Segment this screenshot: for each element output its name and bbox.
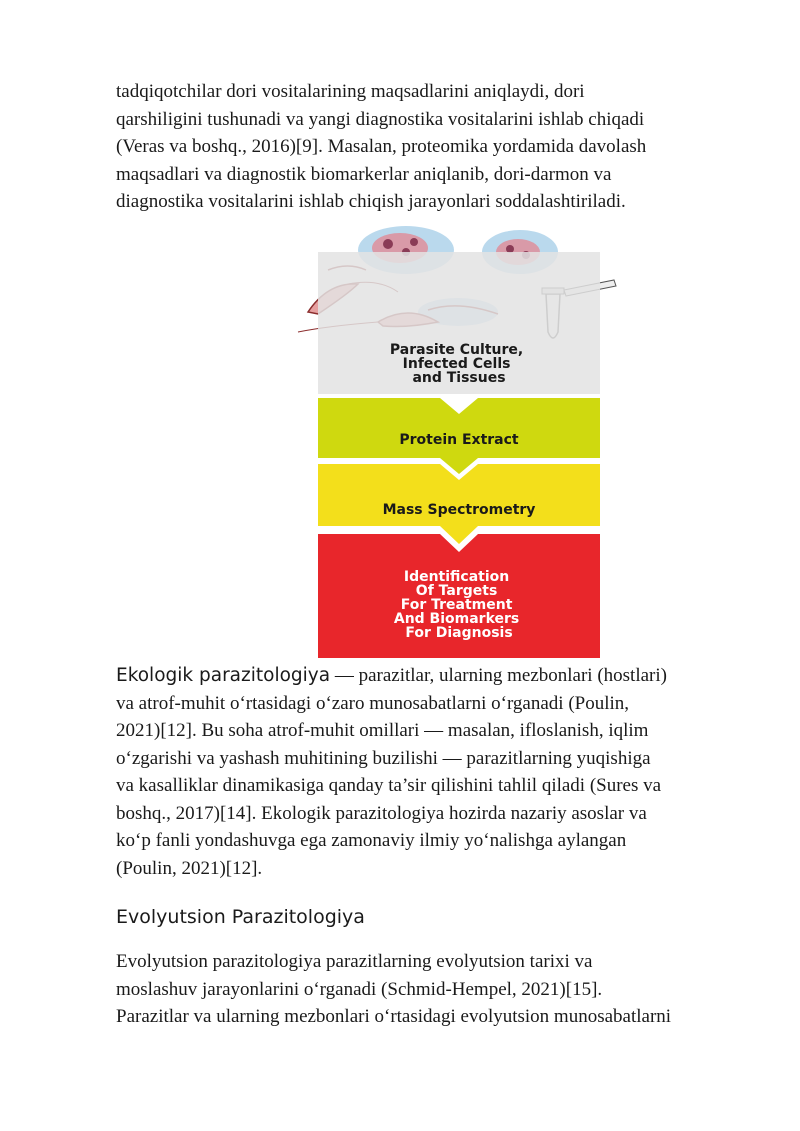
text-line: ko‘p fanli yondashuvga ega zamonaviy ilmiy yo‘nalishga aylangan <box>116 830 627 851</box>
text-line: va atrof-muhit o‘rtasidagi o‘zaro munosabatlarni o‘rganadi (Poulin, <box>116 692 630 714</box>
text-line: moslashuv jarayonlarini o‘rganadi (Schmid-Hempel, 2021)[15]. <box>116 978 603 1000</box>
stage-1-label: and Tissues <box>412 370 506 386</box>
svg-text:Identification Of Targets <box>394 569 524 641</box>
stage-1-label: Parasite Culture, <box>389 342 524 358</box>
stage-4-label: For Diagnosis <box>405 625 513 641</box>
text-line: boshq., 2017)[14]. Ekologik parazitologiya hozirda nazariy asoslar va <box>116 802 647 824</box>
text-line: tadqiqotchilar dori vositalarining maqsadlarini aniqlaydi, dori <box>116 81 585 102</box>
stage-4-label: And Biomarkers <box>393 611 520 627</box>
stage-2-label: Protein Extract <box>399 432 519 448</box>
text-line: o‘zgarishi va yashash muhitining buzilishi — parazitlarning yuqishiga <box>116 747 651 769</box>
text-line: Parazitlar va ularning mezbonlari o‘rtasidagi evolyutsion munosabatlarni <box>116 1006 672 1027</box>
text-line: 2021)[12]. Bu soha atrof-muhit omillari — masalan, ifloslanish, iqlim <box>116 720 649 741</box>
stage-4-label: Identification <box>403 569 510 585</box>
paragraph-ecological-parasitology <box>116 662 746 882</box>
text-line: — parazitlar, ularning mezbonlari (hostlari) <box>330 665 667 686</box>
stage-3-label: Mass Spectrometry <box>382 502 536 518</box>
stage-1-label: Infected Cells <box>402 356 511 372</box>
text-line: (Poulin, 2021)[12]. <box>116 857 263 879</box>
text-line: qarshiligini tushunadi va yangi diagnostika vositalarini ishlab chiqadi <box>116 108 645 130</box>
section-heading-evolutionary: Evolyutsion Parazitologiya <box>116 906 365 928</box>
stage-4-label: For Treatment <box>400 597 513 613</box>
text-line: diagnostika vositalarini ishlab chiqish jarayonlari soddalashtiriladi. <box>116 191 626 212</box>
text-line: Evolyutsion parazitologiya parazitlarning evolyutsion tarixi va <box>116 951 593 972</box>
section-heading-ecological: Ekologik parazitologiya <box>116 665 331 686</box>
paragraph-evolutionary-parasitology <box>116 948 746 1031</box>
proteomics-workflow-figure <box>288 222 618 658</box>
stage-4-label: Of Targets <box>415 583 498 599</box>
paragraph-proteomics <box>116 78 746 216</box>
text-line: maqsadlari va diagnostik biomarkerlar aniqlanib, dori-darmon va <box>116 163 612 185</box>
text-line: (Veras va boshq., 2016)[9]. Masalan, proteomika yordamida davolash <box>116 136 647 157</box>
text-line: va kasalliklar dinamikasiga qanday ta’sir qilishini tahlil qiladi (Sures va <box>116 775 662 796</box>
